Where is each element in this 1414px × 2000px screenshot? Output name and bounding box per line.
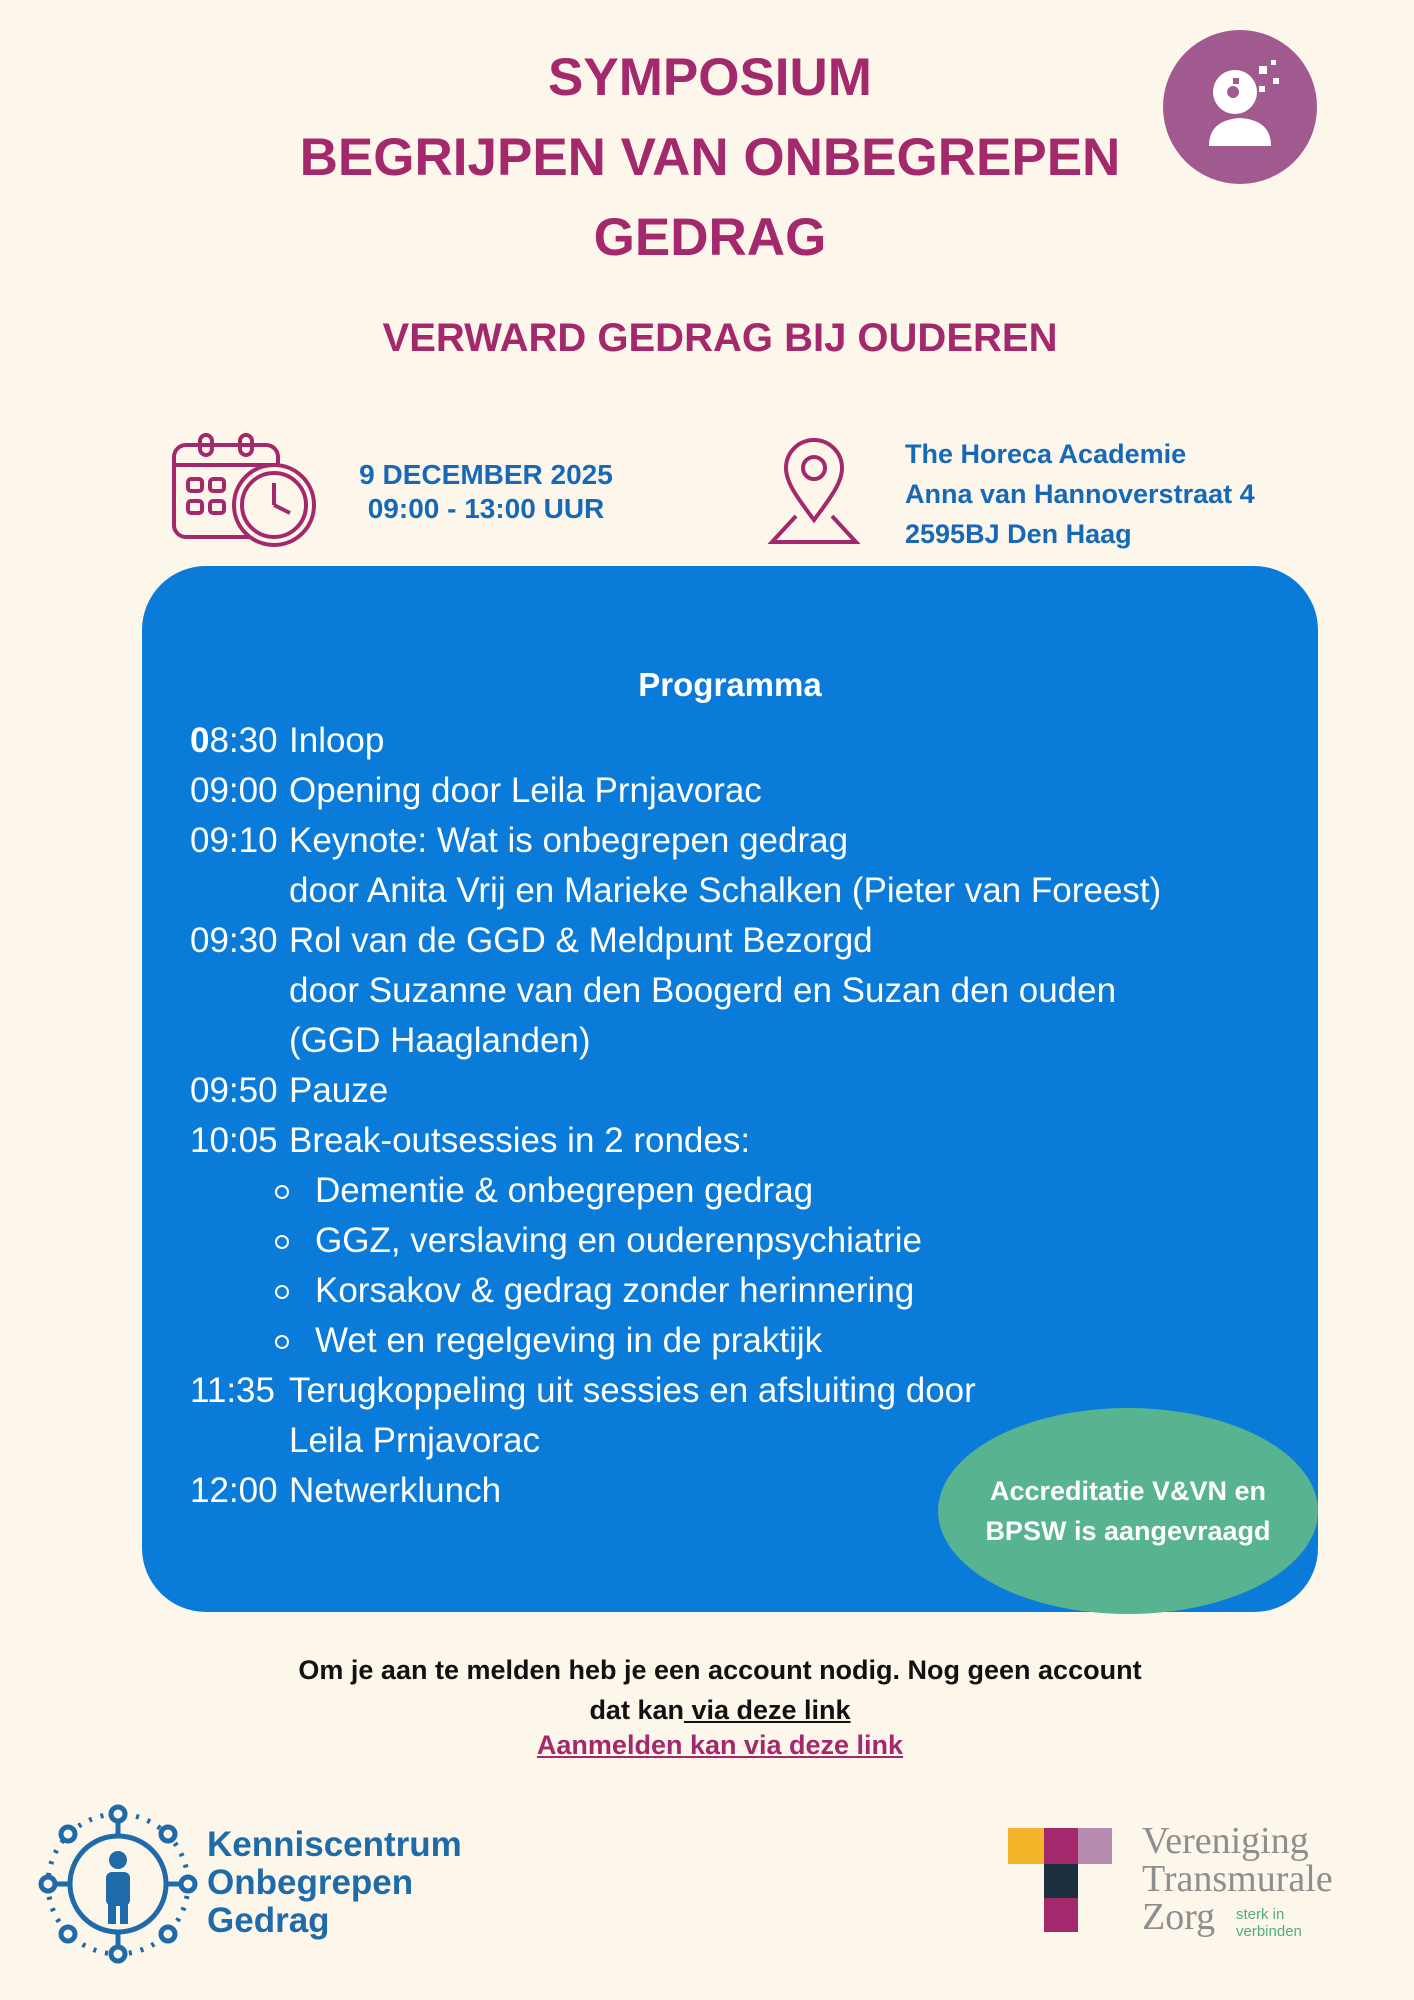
item-text: Inloop	[289, 721, 385, 760]
calendar-clock-icon	[172, 433, 320, 554]
title-line-2: BEGRIJPEN VAN ONBEGREPEN	[299, 128, 1121, 187]
item-time: 11:35	[190, 1371, 275, 1410]
kenniscentrum-logo-icon	[36, 1802, 200, 1971]
item-time: 09:50	[190, 1071, 278, 1110]
session-item: Dementie & onbegrepen gedrag	[190, 1166, 1300, 1216]
title-line-1: SYMPOSIUM	[548, 48, 872, 107]
vtz-tag-1: sterk in	[1236, 1906, 1285, 1923]
item-time: 09:30	[190, 921, 278, 960]
register-link-wrap	[200, 1730, 1240, 1761]
event-time: 09:00 - 13:00 UUR	[367, 493, 605, 524]
accreditation-line-1: Accreditatie V&VN en	[989, 1476, 1267, 1506]
venue-name: The Horeca Academie	[905, 439, 1187, 469]
program-heading: Programma	[638, 666, 822, 703]
session-item: Korsakov & gedrag zonder herinnering	[190, 1266, 1300, 1316]
register-link[interactable]: Aanmelden kan via deze link	[536, 1730, 904, 1760]
event-date-time	[336, 458, 636, 526]
map-pin-icon	[766, 434, 862, 555]
subtitle: VERWARD GEDRAG BIJ OUDEREN	[382, 316, 1058, 360]
list-item	[190, 766, 1300, 816]
list-item-continuation: Leila Prnjavorac	[289, 1421, 540, 1460]
vtz-line-1: Vereniging	[1142, 1820, 1309, 1862]
item-time: 09:00	[190, 771, 278, 810]
signup-line-2: dat kan via deze link	[589, 1695, 851, 1725]
vtz-tag-2: verbinden	[1236, 1923, 1302, 1940]
session-item: GGZ, verslaving en ouderenpsychiatrie	[190, 1216, 1300, 1266]
list-item-continuation: door Suzanne van den Boogerd en Suzan den ouden	[289, 971, 1117, 1010]
session-item: Wet en regelgeving in de praktijk	[190, 1316, 1300, 1366]
venue-street: Anna van Hannoverstraat 4	[905, 479, 1255, 509]
kc-line-3: Gedrag	[207, 1901, 330, 1940]
list-item-continuation: (GGD Haaglanden)	[289, 1021, 591, 1060]
list-item	[190, 1066, 1300, 1116]
item-text: Opening door Leila Prnjavorac	[289, 771, 762, 810]
item-time: 09:10	[190, 821, 278, 860]
bullet-icon	[275, 1185, 289, 1199]
bullet-icon	[275, 1235, 289, 1249]
event-date: 9 DECEMBER 2025	[359, 459, 613, 490]
bullet-icon	[275, 1285, 289, 1299]
kc-line-2: Onbegrepen	[207, 1863, 414, 1902]
accreditation-line-2: BPSW is aangevraagd	[985, 1516, 1271, 1546]
item-text: Rol van de GGD & Meldpunt Bezorgd	[289, 921, 873, 960]
event-address	[905, 434, 1255, 554]
account-link[interactable]: via deze link	[683, 1695, 851, 1725]
signup-line-1: Om je aan te melden heb je een account nodig. Nog geen account	[298, 1655, 1142, 1685]
vtz-logo-icon	[1008, 1828, 1112, 1937]
vtz-tagline	[1236, 1906, 1302, 1940]
program-list	[190, 716, 1300, 1516]
item-text: Terugkoppeling uit sessies en afsluiting door	[289, 1371, 976, 1410]
title-line-3: GEDRAG	[593, 208, 827, 267]
item-text: Pauze	[289, 1071, 389, 1110]
kc-line-1: Kenniscentrum	[207, 1825, 462, 1864]
item-text: Break-outsessies in 2 rondes:	[289, 1121, 751, 1160]
list-item	[190, 1116, 1300, 1166]
list-item	[190, 916, 1300, 966]
list-item	[190, 716, 1300, 766]
signup-notice	[200, 1650, 1240, 1730]
item-time: 12:00	[190, 1471, 278, 1510]
item-time: 08:30	[190, 721, 278, 760]
person-head-icon	[1163, 30, 1317, 184]
item-text: Keynote: Wat is onbegrepen gedrag	[289, 821, 849, 860]
vtz-line-3: Zorg	[1142, 1896, 1216, 1938]
list-item-continuation: door Anita Vrij en Marieke Schalken (Pieter van Foreest)	[289, 871, 1162, 910]
item-text: Netwerklunch	[289, 1471, 502, 1510]
venue-city: 2595BJ Den Haag	[905, 519, 1132, 549]
item-time: 10:05	[190, 1121, 278, 1160]
vtz-line-2: Transmurale	[1142, 1858, 1333, 1900]
list-item	[190, 816, 1300, 866]
kenniscentrum-logo-text	[207, 1826, 462, 1940]
bullet-icon	[275, 1335, 289, 1349]
accreditation-badge	[938, 1408, 1318, 1614]
page-title	[190, 38, 1230, 278]
